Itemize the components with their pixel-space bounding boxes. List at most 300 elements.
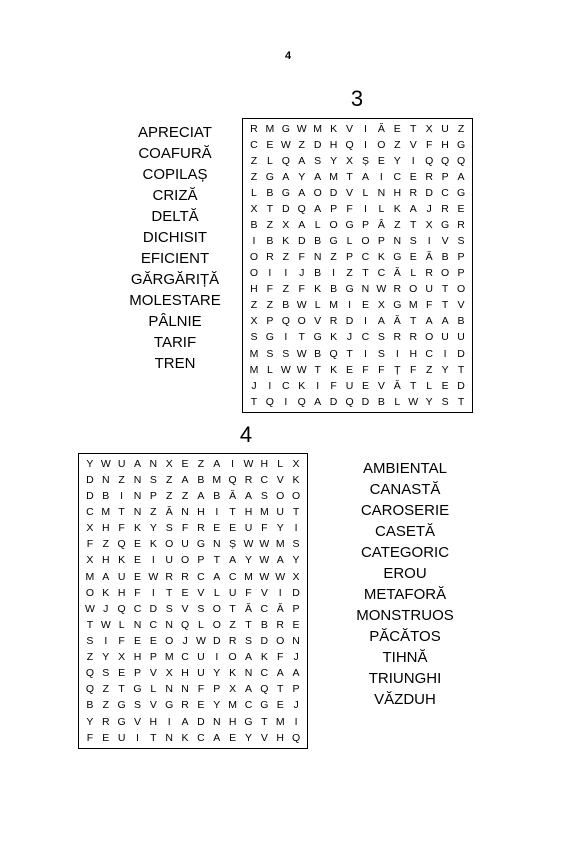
grid-cell: X [229,683,237,696]
grid-cell: D [297,235,306,248]
grid-cell: X [377,299,385,312]
grid-cell: H [181,667,189,680]
grid-cell: K [260,651,268,664]
grid-cell: R [197,522,205,535]
grid-cell: Q [265,395,274,408]
grid-cell: D [345,315,354,328]
grid-cell: C [425,347,433,360]
grid-cell: U [197,667,205,680]
grid-cell: T [441,283,449,296]
grid-cell: X [250,203,258,216]
grid-cell: H [250,283,258,296]
grid-cell: G [244,715,253,728]
grid-cell: X [425,219,433,232]
word-list-item: MOLESTARE [129,292,221,309]
grid-cell: P [149,651,157,664]
grid-cell: H [441,138,449,151]
grid-cell: A [213,457,221,470]
grid-cell: Z [197,457,205,470]
grid-cell: J [426,203,432,216]
grid-cell: D [329,186,338,199]
grid-cell: D [361,395,370,408]
grid-cell: D [282,203,290,216]
grid-cell: V [346,122,354,135]
grid-cell: N [181,506,189,519]
grid-cell: D [212,635,221,648]
grid-cell: C [361,251,370,264]
word-list-item: COPILAȘ [142,166,208,183]
grid-cell: F [86,538,94,551]
grid-cell: U [345,379,354,392]
grid-cell: W [148,570,159,583]
grid-cell: R [276,618,284,631]
grid-cell: N [212,715,221,728]
grid-cell: A [213,570,221,583]
grid-cell: D [313,138,322,151]
grid-cell: R [165,570,173,583]
grid-cell: T [410,315,417,328]
grid-cell: J [299,267,305,280]
grid-cell: A [409,203,417,216]
grid-cell: S [441,395,449,408]
puzzle-4-letter-grid [78,453,308,749]
grid-cell: I [364,122,367,135]
grid-cell: K [282,235,290,248]
grid-cell: I [364,347,367,360]
grid-cell: W [296,299,307,312]
grid-cell: A [276,554,284,567]
grid-cell: O [361,235,370,248]
grid-cell: T [118,683,125,696]
grid-cell: Ș [361,154,369,167]
grid-cell: W [408,395,419,408]
grid-cell: Q [291,731,301,744]
grid-cell: Y [393,154,401,167]
grid-cell: K [314,283,322,296]
grid-cell: K [298,379,306,392]
grid-cell: B [377,395,385,408]
word-list-item: TREN [154,355,196,372]
grid-cell: W [259,538,270,551]
grid-cell: T [410,219,417,232]
grid-cell: V [181,602,189,615]
grid-cell: C [441,186,449,199]
grid-cell: G [260,699,269,712]
grid-cell: I [278,586,282,599]
grid-cell: T [292,506,300,519]
grid-cell: V [149,667,157,680]
grid-cell: D [457,347,465,360]
grid-cell: Q [117,602,126,615]
grid-cell: J [293,699,299,712]
grid-cell: W [259,554,270,567]
grid-cell: V [260,731,268,744]
word-list-item: PĂCĂTOS [369,628,441,645]
grid-cell: Z [346,267,353,280]
grid-cell: A [441,315,449,328]
grid-cell: D [86,473,94,486]
grid-cell: P [346,251,354,264]
grid-cell: I [231,457,235,470]
grid-cell: X [86,554,94,567]
word-list-item: COAFURĂ [138,145,212,162]
grid-cell: K [149,538,157,551]
grid-cell: F [410,363,417,376]
grid-cell: P [197,554,205,567]
grid-cell: E [377,154,385,167]
grid-cell: H [409,347,418,360]
grid-cell: C [197,731,205,744]
grid-cell: I [151,586,155,599]
grid-cell: Ă [276,602,284,615]
grid-cell: O [329,219,338,232]
grid-cell: L [378,203,385,216]
word-list-item: CAROSERIE [360,502,450,519]
grid-cell: A [229,554,237,567]
grid-cell: B [102,490,110,503]
grid-cell: Q [329,347,338,360]
grid-cell: R [250,122,258,135]
grid-cell: C [260,473,269,486]
grid-cell: B [457,315,465,328]
grid-cell: Q [180,618,190,631]
grid-cell: F [298,251,305,264]
grid-cell: F [86,731,94,744]
grid-cell: C [181,651,189,664]
grid-cell: O [276,490,285,503]
grid-cell: O [291,490,301,503]
grid-cell: U [276,506,284,519]
grid-cell: Ț [394,363,401,376]
grid-cell: S [165,522,173,535]
grid-cell: S [244,635,252,648]
grid-cell: S [250,331,258,344]
grid-cell: R [181,699,189,712]
grid-cell: R [441,203,449,216]
grid-cell: I [332,267,336,280]
grid-cell: Q [85,667,94,680]
grid-cell: F [266,283,274,296]
word-list-item: TIHNĂ [382,649,428,666]
grid-cell: Ă [393,267,401,280]
grid-cell: O [85,586,94,599]
grid-cell: Ă [393,379,401,392]
grid-cell: W [243,538,254,551]
word-list-item: AMBIENTAL [363,460,447,477]
grid-cell: E [361,379,369,392]
word-list-item: VĂZDUH [374,691,436,708]
grid-cell: R [101,715,110,728]
grid-cell: G [313,331,322,344]
word-list-item: TRIUNGHI [368,670,442,687]
grid-cell: L [266,363,273,376]
grid-cell: T [86,618,94,631]
grid-cell: K [133,522,141,535]
grid-cell: M [249,347,259,360]
grid-cell: R [457,219,465,232]
grid-cell: O [165,538,174,551]
grid-cell: H [228,715,237,728]
grid-cell: M [164,651,174,664]
grid-cell: N [313,251,322,264]
grid-cell: Z [102,538,109,551]
grid-cell: N [393,235,402,248]
grid-cell: U [425,283,433,296]
grid-cell: X [165,667,173,680]
grid-cell: K [229,667,237,680]
grid-cell: A [377,315,385,328]
grid-cell: M [275,538,285,551]
grid-cell: Q [345,138,354,151]
grid-cell: L [362,186,369,199]
grid-cell: N [149,457,158,470]
grid-cell: U [441,122,449,135]
grid-cell: U [165,554,173,567]
grid-cell: A [361,170,369,183]
grid-cell: W [280,138,291,151]
grid-cell: J [346,331,353,344]
grid-cell: E [133,538,141,551]
grid-cell: L [213,586,220,599]
grid-cell: M [249,363,259,376]
word-list-item: DICHISIT [142,229,208,246]
grid-cell: V [457,299,465,312]
grid-cell: F [134,586,141,599]
grid-cell: G [265,331,274,344]
grid-cell: A [244,490,252,503]
grid-cell: E [361,299,369,312]
grid-cell: I [151,554,155,567]
grid-cell: T [314,363,321,376]
grid-cell: K [377,251,385,264]
grid-cell: C [260,667,269,680]
grid-cell: O [276,635,285,648]
grid-cell: R [228,635,237,648]
grid-cell: A [298,154,306,167]
grid-cell: I [167,715,171,728]
grid-cell: H [101,522,110,535]
grid-cell: S [377,347,385,360]
grid-cell: E [149,635,157,648]
grid-cell: U [117,731,126,744]
grid-cell: N [133,618,142,631]
grid-cell: Ă [393,315,401,328]
grid-cell: E [197,699,205,712]
grid-cell: I [268,267,272,280]
grid-cell: Q [441,154,450,167]
word-list-item: CASETĂ [374,523,435,540]
grid-cell: Z [86,651,94,664]
grid-cell: X [165,457,173,470]
grid-cell: E [409,251,417,264]
grid-cell: R [181,570,189,583]
grid-cell: Q [85,683,94,696]
grid-cell: Q [425,154,434,167]
grid-cell: M [275,715,285,728]
grid-cell: L [118,618,125,631]
grid-cell: X [118,651,126,664]
grid-cell: B [314,235,322,248]
grid-cell: T [298,331,305,344]
word-list-item: APRECIAT [138,124,212,141]
grid-cell: Y [441,363,449,376]
grid-cell: Z [266,299,274,312]
grid-cell: D [86,490,94,503]
grid-cell: G [133,683,142,696]
grid-cell: N [377,186,386,199]
grid-cell: Q [281,315,290,328]
grid-cell: N [292,635,300,648]
grid-cell: L [346,235,353,248]
grid-cell: H [260,457,269,470]
grid-cell: E [266,138,274,151]
grid-cell: D [260,635,269,648]
grid-cell: F [378,363,385,376]
grid-cell: N [244,667,253,680]
grid-cell: E [133,554,141,567]
grid-cell: T [229,602,236,615]
grid-cell: G [117,699,126,712]
grid-cell: L [394,395,401,408]
grid-cell: Z [250,170,258,183]
grid-cell: S [266,347,274,360]
grid-cell: L [314,299,321,312]
grid-cell: W [195,635,206,648]
grid-cell: B [314,347,322,360]
grid-cell: W [296,347,307,360]
grid-cell: V [197,586,205,599]
grid-cell: V [276,473,284,486]
grid-cell: Y [86,457,94,470]
grid-cell: P [457,251,465,264]
grid-cell: B [250,219,258,232]
grid-cell: G [393,299,402,312]
word-list-item: CATEGORIC [360,544,450,561]
grid-cell: T [166,586,173,599]
grid-cell: Y [330,154,338,167]
grid-cell: N [133,490,142,503]
grid-cell: M [313,122,323,135]
grid-cell: R [425,170,433,183]
grid-cell: A [292,667,300,680]
grid-cell: W [243,457,254,470]
grid-cell: M [329,170,338,183]
puzzle-4-number: 4 [239,422,253,447]
grid-cell: K [181,731,189,744]
grid-cell: V [133,715,141,728]
grid-cell: W [100,457,111,470]
grid-cell: K [330,122,338,135]
grid-cell: A [298,186,306,199]
grid-cell: G [441,219,450,232]
grid-cell: J [293,651,299,664]
grid-cell: T [229,506,236,519]
grid-cell: T [250,395,258,408]
grid-cell: I [294,715,298,728]
grid-cell: Ș [229,538,237,551]
puzzle-3-letter-grid [242,118,473,413]
grid-cell: O [212,618,221,631]
grid-cell: Y [102,651,110,664]
grid-cell: A [314,170,322,183]
grid-cell: H [197,506,205,519]
grid-cell: G [393,251,402,264]
grid-cell: B [266,235,274,248]
grid-cell: H [393,186,402,199]
grid-cell: I [364,315,367,328]
grid-cell: S [86,635,94,648]
grid-cell: E [213,522,221,535]
grid-cell: U [117,457,126,470]
grid-cell: E [409,170,417,183]
grid-cell: D [149,602,158,615]
grid-cell: C [377,267,386,280]
grid-cell: N [165,618,173,631]
grid-cell: U [457,331,465,344]
grid-cell: E [181,586,189,599]
grid-cell: I [284,331,288,344]
grid-cell: M [85,570,95,583]
grid-cell: L [426,379,433,392]
grid-cell: Z [166,490,173,503]
grid-cell: Z [282,283,290,296]
grid-cell: E [292,618,300,631]
grid-cell: A [213,731,221,744]
grid-cell: C [393,170,402,183]
grid-cell: M [265,122,275,135]
grid-cell: Q [117,538,126,551]
grid-cell: F [245,586,252,599]
grid-cell: E [118,667,126,680]
grid-cell: I [294,522,298,535]
grid-cell: C [244,699,253,712]
grid-cell: Q [228,473,237,486]
grid-cell: N [133,473,142,486]
grid-cell: Y [244,731,252,744]
word-list-item: PÂLNIE [148,313,202,330]
grid-cell: Y [425,395,433,408]
grid-cell: I [379,170,383,183]
grid-cell: D [292,586,300,599]
grid-cell: I [120,490,124,503]
grid-cell: Z [282,251,290,264]
grid-cell: P [266,315,274,328]
grid-cell: O [228,651,237,664]
grid-cell: Y [213,667,221,680]
grid-cell: J [251,379,257,392]
grid-cell: M [228,699,237,712]
grid-cell: R [425,267,433,280]
grid-cell: K [330,331,338,344]
grid-cell: F [425,299,433,312]
grid-cell: N [101,473,110,486]
grid-cell: S [165,602,173,615]
grid-cell: H [244,506,253,519]
grid-cell: L [410,267,417,280]
grid-cell: E [441,379,449,392]
grid-cell: X [346,154,354,167]
grid-cell: Q [260,683,269,696]
grid-cell: F [425,138,433,151]
grid-cell: A [133,457,141,470]
grid-cell: T [213,554,220,567]
grid-cell: R [329,315,338,328]
grid-cell: V [441,235,449,248]
grid-cell: K [393,203,401,216]
grid-cell: E [181,457,189,470]
grid-cell: T [261,715,268,728]
grid-cell: I [364,138,367,151]
